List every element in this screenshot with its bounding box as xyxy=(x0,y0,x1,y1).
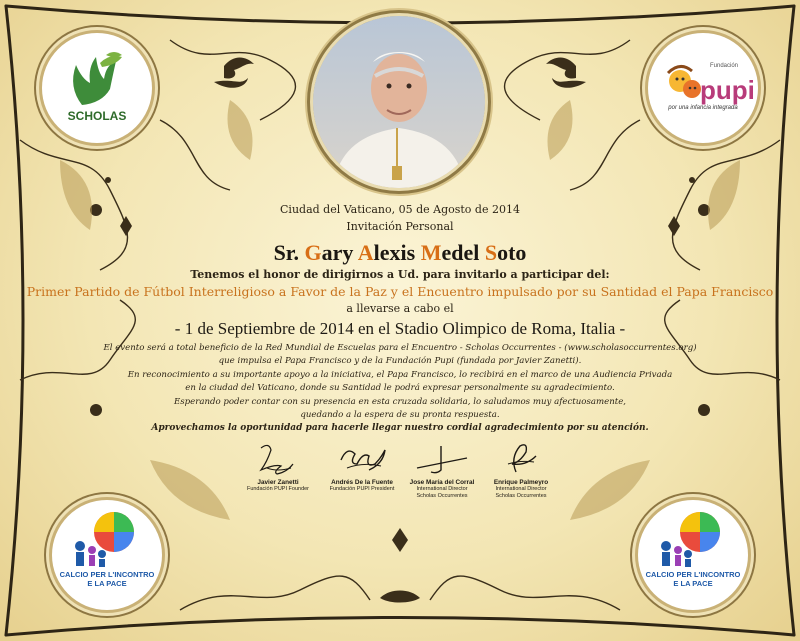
signatory-name: Andrés De la Fuente xyxy=(331,479,393,486)
invitation-text xyxy=(0,203,800,435)
calcio-line-1: CALCIO PER L'INCONTRO xyxy=(59,570,155,579)
recipient-initial: M xyxy=(420,240,442,265)
signatory-role: International Director Scholas Occurrentes xyxy=(495,486,547,499)
signatory-name: Enrique Palmeyro xyxy=(493,479,549,486)
pope-portrait xyxy=(313,16,485,188)
pupi-foundation-label: Fundación xyxy=(710,63,739,69)
signatory-role: International Director Scholas Occurrentes xyxy=(416,486,468,499)
recipient-name-part: lexis xyxy=(373,240,421,265)
body-line: El evento será a total beneficio de la Red Mundial de Escuelas para el Encuentro - Scholas Occurrentes - (www.scholasoccurrentes.org) xyxy=(103,343,697,353)
football-people-icon xyxy=(52,500,162,610)
pupi-logo xyxy=(648,33,758,143)
body-line: quedando a la espera de su pronta respuesta. xyxy=(300,410,500,421)
handwritten-signature-icon xyxy=(243,438,313,478)
recipient-name-part: ary xyxy=(321,240,358,265)
signature-block-palmeyro xyxy=(466,438,576,499)
signatory-role: Fundación PUPI President xyxy=(329,486,395,492)
held-line: a llevarse a cabo el xyxy=(346,302,454,315)
body-line: que impulsa el Papa Francisco y de la Fundación Pupi (fundada por Javier Zanetti). xyxy=(218,356,582,367)
calcio-logo-right xyxy=(638,500,748,610)
scholas-logo xyxy=(42,33,152,143)
handwritten-signature-icon xyxy=(486,438,556,478)
invitation-label: Invitación Personal xyxy=(346,220,454,233)
calcio-logo-left xyxy=(52,500,162,610)
portrait-figure-icon xyxy=(313,16,485,188)
calcio-logo-text xyxy=(52,570,162,588)
body-line: en la ciudad del Vaticano, donde su Santidad le podrá expresar personalmente su agradecimiento. xyxy=(185,383,615,394)
pupi-tagline: por una infancia integrada xyxy=(668,105,738,111)
recipient-initial: G xyxy=(304,240,322,265)
event-title: Primer Partido de Fútbol Interreligioso a Favor de la Paz y el Encuentro impulsado por su Santidad el Papa Francisco xyxy=(26,284,774,299)
recipient-name-part: oto xyxy=(497,240,527,265)
calcio-line-2: E LA PACE xyxy=(87,579,127,588)
event-date: - 1 de Septiembre de 2014 en el Stadio Olimpico de Roma, Italia - xyxy=(174,319,626,338)
recipient-prefix: Sr. xyxy=(273,240,305,265)
scholas-hands-icon xyxy=(42,33,152,143)
honor-line: Tenemos el honor de dirigirnos a Ud. para invitarlo a participar del: xyxy=(190,268,610,281)
recipient-initial: A xyxy=(357,240,374,265)
recipient-name-part: edel xyxy=(441,240,485,265)
closing-line: Aprovechamos la oportunidad para hacerle llegar nuestro cordial agradecimiento por su atención. xyxy=(151,423,649,434)
football-people-icon xyxy=(638,500,748,610)
recipient-initial: S xyxy=(484,240,498,265)
place-and-date: Ciudad del Vaticano, 05 de Agosto de 2014 xyxy=(280,203,520,216)
body-line: Esperando poder contar con su presencia en esta cruzada solidaria, lo saludamos muy afectuosamente, xyxy=(173,396,627,407)
signatory-name: Javier Zanetti xyxy=(257,479,299,486)
calcio-logo-text xyxy=(638,570,748,588)
pupi-name: pupi xyxy=(700,75,755,105)
calcio-line-2: E LA PACE xyxy=(673,579,713,588)
recipient-name xyxy=(0,239,800,267)
signatory-name: Jose María del Corral xyxy=(409,479,475,486)
body-line: En reconocimiento a su importante apoyo a la iniciativa, el Papa Francisco, lo recibirá en el marco de una Audiencia Privada xyxy=(127,369,673,380)
signatory-role: Fundación PUPI Founder xyxy=(246,486,310,492)
calcio-line-1: CALCIO PER L'INCONTRO xyxy=(645,570,741,579)
scholas-logo-text: SCHOLAS xyxy=(67,109,127,123)
